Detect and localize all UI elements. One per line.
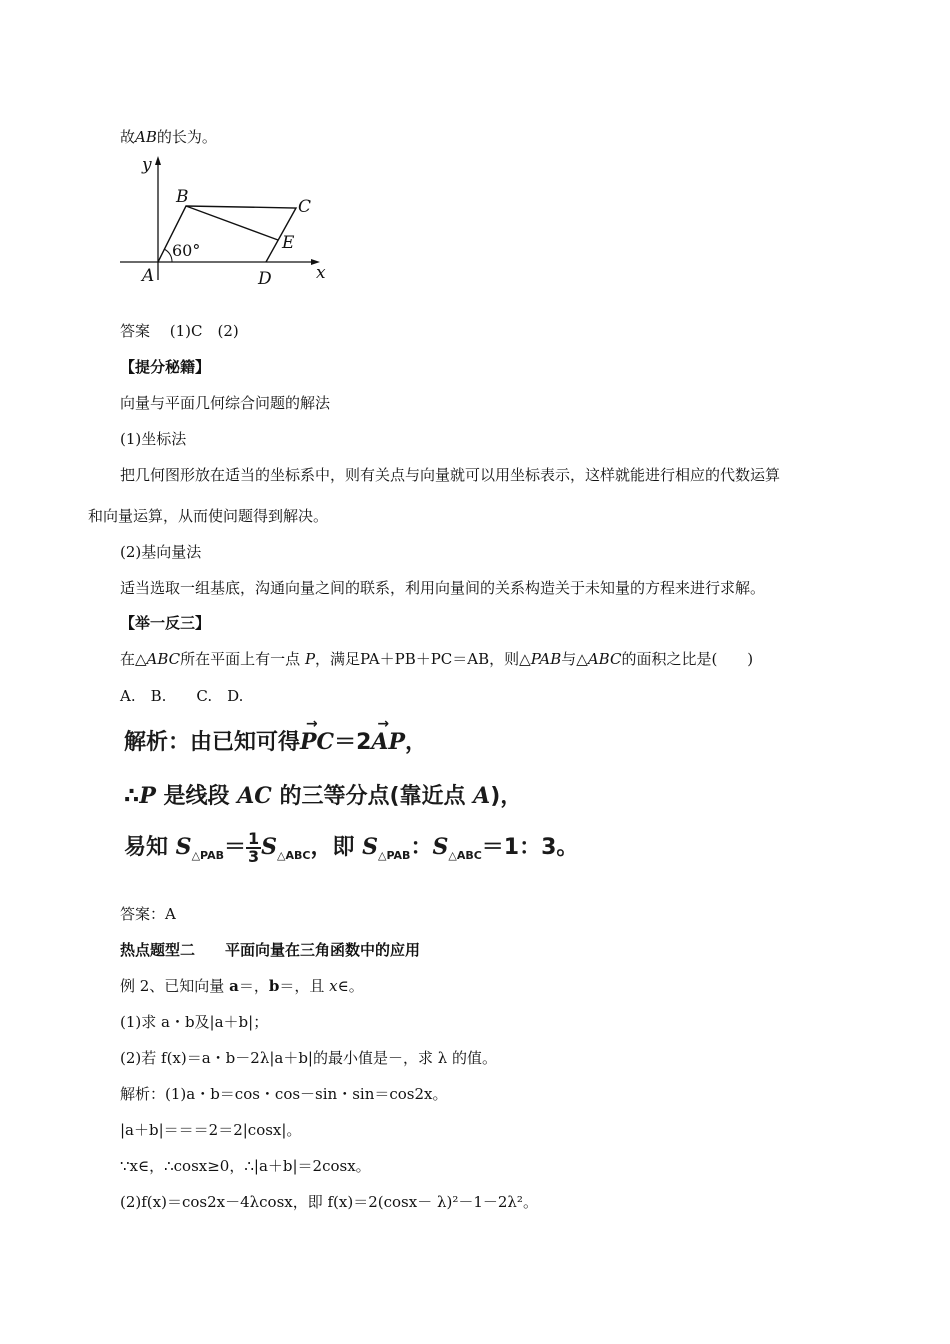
ex-text: 例 2、已知向量 [120, 977, 230, 995]
q-var: ABC [587, 650, 622, 668]
sol-text: ， [405, 730, 428, 755]
vector-pc [300, 716, 335, 755]
sol-text: 解析：由已知可得 [124, 730, 301, 755]
fraction-denominator: 3 [248, 847, 260, 866]
vector-name: PC [300, 729, 335, 755]
area-symbol: S [432, 834, 449, 860]
q-text: 所在平面上有一点 [180, 650, 305, 668]
sol-text: ＝2 [334, 730, 372, 755]
solution-step-2: |a＋b|＝＝＝2＝2|cosx|。 [120, 1121, 302, 1139]
solution-step-3: ∵x∈，∴cosx≥0，∴|a＋b|＝2cosx。 [120, 1157, 371, 1175]
sol-text: ＝ [223, 835, 246, 860]
area-subscript: △ABC [277, 849, 311, 862]
solution-step-1: 解析：(1)a・b＝cos・cos－sin・sin＝cos2x。 [120, 1085, 448, 1103]
fraction [246, 831, 261, 865]
intro-line [120, 127, 217, 147]
sol-var: AC [237, 783, 272, 809]
practice-question [120, 649, 753, 669]
question-2: (2)若 f(x)＝a・b－2λ|a＋b|的最小值是－，求 λ 的值。 [120, 1049, 498, 1067]
sol-text: ： [410, 835, 433, 860]
sol-var: P [139, 783, 156, 809]
sol-text: )， [490, 784, 523, 809]
point-b-label: B [176, 187, 189, 207]
method-1-text: 把几何图形放在适当的坐标系中，则有关点与向量就可以用坐标表示，这样就能进行相应的代数运算 [120, 466, 781, 484]
segment-be [186, 206, 278, 240]
point-a-label: A [142, 266, 155, 286]
geometry-figure [118, 152, 338, 294]
solution-line-2 [124, 779, 522, 810]
area-subscript: △PAB [191, 849, 224, 862]
intro-text: 故 [120, 128, 136, 146]
sol-text: 是线段 [155, 784, 238, 809]
question-1: (1)求 a・b及|a＋b|； [120, 1013, 269, 1031]
ex-text: ∈。 [337, 977, 364, 995]
vector-ap [371, 716, 406, 755]
area-subscript: △ABC [448, 849, 482, 862]
method-1-title: (1)坐标法 [120, 430, 187, 448]
answer-2: 答案：A [120, 905, 176, 923]
method-1-text-cont: 和向量运算，从而使问题得到解决。 [88, 507, 329, 525]
method-2-text: 适当选取一组基底，沟通向量之间的联系，利用向量间的关系构造关于未知量的方程来进行求解。 [120, 579, 766, 597]
solution-line-3 [124, 830, 578, 865]
area-symbol: S [362, 834, 379, 860]
x-axis-label: x [316, 263, 326, 283]
fraction-numerator: 1 [248, 829, 260, 848]
y-axis-label: y [142, 155, 152, 175]
q-text: ，满足PA＋PB＋PC＝AB，则△ [315, 650, 531, 668]
practice-heading: 【举一反三】 [120, 614, 211, 632]
point-d-label: D [258, 269, 272, 289]
area-subscript: △PAB [378, 849, 411, 862]
area-symbol: S [261, 834, 278, 860]
ex-var: a [229, 977, 239, 995]
ex-var: x [329, 977, 338, 995]
vector-arrow-icon: → [306, 716, 318, 732]
example-2 [120, 976, 364, 996]
ex-var: b [268, 977, 280, 995]
hot-topic-heading: 热点题型二 平面向量在三角函数中的应用 [120, 941, 421, 959]
angle-label: 60° [172, 241, 201, 260]
sol-text: 的三等分点(靠近点 [271, 784, 474, 809]
sol-text: ，即 [310, 835, 363, 860]
q-text: 的面积之比是( ) [621, 650, 754, 668]
area-symbol: S [175, 834, 192, 860]
sol-text: ＝1：3。 [481, 835, 579, 860]
point-c-label: C [298, 197, 312, 217]
tip-heading: 【提分秘籍】 [120, 358, 211, 376]
solution-line-1 [124, 716, 428, 756]
q-text: 与△ [561, 650, 588, 668]
solution-step-4: (2)f(x)＝cos2x－4λcosx，即 f(x)＝2(cosx－ λ)²－1－2λ²。 [120, 1193, 538, 1211]
q-var: P [304, 650, 316, 668]
tip-title: 向量与平面几何综合问题的解法 [120, 394, 331, 412]
segment-label: AB [135, 128, 157, 146]
method-2-title: (2)基向量法 [120, 543, 202, 561]
q-var: PAB [530, 650, 562, 668]
intro-text-end: 的长为。 [156, 128, 217, 146]
q-text: 在△ [120, 650, 147, 668]
ex-text: ＝，且 [279, 977, 330, 995]
q-var: ABC [146, 650, 181, 668]
angle-arc [164, 249, 172, 262]
point-e-label: E [282, 233, 295, 253]
ex-text: ＝， [238, 977, 269, 995]
sol-text: 易知 [124, 835, 176, 860]
answer-1: 答案 (1)C (2) [120, 322, 239, 340]
y-axis-arrow-icon [155, 156, 161, 165]
sol-text: ∴ [124, 784, 140, 809]
vector-arrow-icon: → [377, 716, 390, 732]
vector-name: AP [371, 729, 406, 755]
sol-var: A [473, 783, 491, 809]
options: A. B. C. D. [120, 687, 244, 705]
